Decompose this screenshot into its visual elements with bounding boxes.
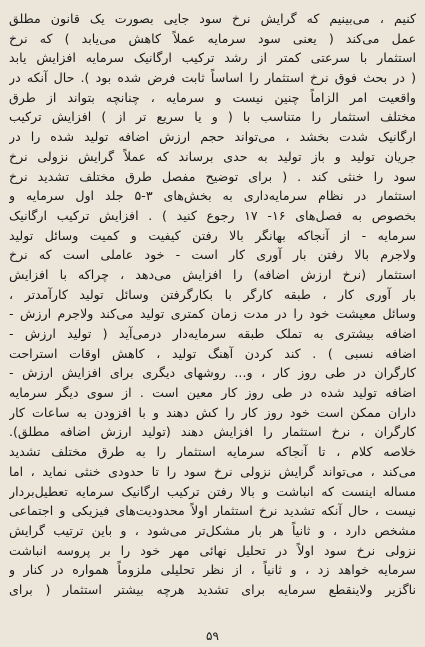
text-line: مساله اینست که انباشت و بالا رفتن ترکیب ارگانیک سرمایه تعطیل‌بردار [9, 483, 416, 499]
text-line: استثمار با سرعتی کمتر از رشد ترکیب ارگانیک سرمایه افزایش یابد [9, 50, 416, 66]
body-text [9, 9, 416, 600]
text-line: بخصوص به فصل‌های ۱۶- ۱۷ رجوع کنید ) . افزایش ترکیب ارگانیک [9, 207, 416, 223]
text-line: مشخص دارد ، و ثانیاً هر بار مشکل‌تر می‌شود ، و باین ترتیب گرایش [9, 522, 416, 538]
text-line: ولاجرم بالا رفتن بار آوری کار است - خود عاملی است که نرخ [9, 247, 416, 263]
text-line: می‌کند ، می‌تواند گرایش نزولی نرخ سود را تا حدودی خنثی نماید ، اما [9, 463, 416, 479]
text-line: بار آوری کار ، طبقه کارگر با بکارگرفتن وسائل تولید کارآمدتر ، [9, 286, 416, 302]
text-line: استثمار در نظام سرمایه‌داری به بخش‌های ۳-۵ جلد اول سرمایه و [9, 188, 416, 204]
text-line: اضافه بیشتری به تملک طبقه سرمایه‌دار درمی‌آید ( تولید ارزش - [9, 326, 416, 341]
text-line: خلاصه کلام ، تا آنجاکه سرمایه استثمار را به طرق مختلف تشدید [9, 444, 416, 460]
text-line: اضافه تولید شده در طی روز کار معین است . از سوی دیگر سرمایه [9, 385, 416, 401]
text-line: استثمار (نرخ ارزش اضافه) را افزایش می‌دهد ، چراکه با افزایش [9, 266, 416, 282]
text-line: نیست ، حال آنکه تشدید نرخ استثمار اولاً محدودیت‌های فیزیکی و اجتماعی [9, 503, 416, 519]
text-line: کارگران ، نرخ استثمار را افزایش دهند (تولید ارزش اضافه مطلق). [9, 424, 416, 440]
page-number: ۵۹ [206, 629, 219, 643]
text-line: ناگزیر ولاینقطع سرمایه برای تشدید هرچه بیشتر استثمار ( برای [9, 581, 416, 597]
text-line: کارگران در طی روز کار ، و... روشهای دیگری برای افزایش ارزش - [9, 365, 416, 381]
text-line: سرمایه - از آنجاکه بهانگر بالا رفتن کیفیت و کمیت وسائل تولید [9, 227, 416, 243]
text-line: کنیم ، می‌بینیم که گرایش نرخ سود جایی بصورت یک قانون مطلق [9, 11, 416, 26]
text-line: ( در بحث فوق نرخ استثمار را اساساً ثابت فرض شده بود ). حال آنکه در [9, 70, 416, 86]
text-line: مختلف استثمار را متناسب با ( و یا سریع تر از ) افزایش ترکیب [9, 109, 416, 125]
text-line: عمل می‌کند ( یعنی سود سرمایه عملاً کاهش می‌یابد ) که نرخ [9, 30, 416, 46]
text-line: اضافه نسبی ) . کند کردن آهنگ تولید ، کاهش اوقات استراحت [9, 345, 416, 361]
text-line: واقعیت امر الزاماً چنین نیست و سرمایه ، چنانچه بتواند از طرق [9, 89, 416, 105]
text-line: ارگانیک شدت بخشد ، می‌تواند حجم ارزش اضافه تولید شده را در [9, 129, 416, 145]
text-line: داران ممکن است خود روز کار را کش دهند و با افزودن به ساعات کار [9, 404, 416, 420]
text-line: جریان تولید و باز تولید به حدی برساند که عملاً گرایش نزولی نرخ [9, 148, 416, 164]
text-line: سرمایه خواهد زد ، و ثانیاً ، از نظر تحلیلی ملزوماً همواره در کنار و [9, 562, 416, 578]
text-line: سود را خنثی کند . ( برای توضیح مفصل طرق مختلف تشدید نرخ [9, 168, 416, 184]
text-line: نزولی نرخ سود اولاً در تحلیل نهائی مهر خود را بر پروسه انباشت [9, 542, 416, 558]
text-line: وسائل معیشت خود را در مدت زمان کمتری تولید می‌کند ولاجرم ارزش - [9, 306, 416, 322]
